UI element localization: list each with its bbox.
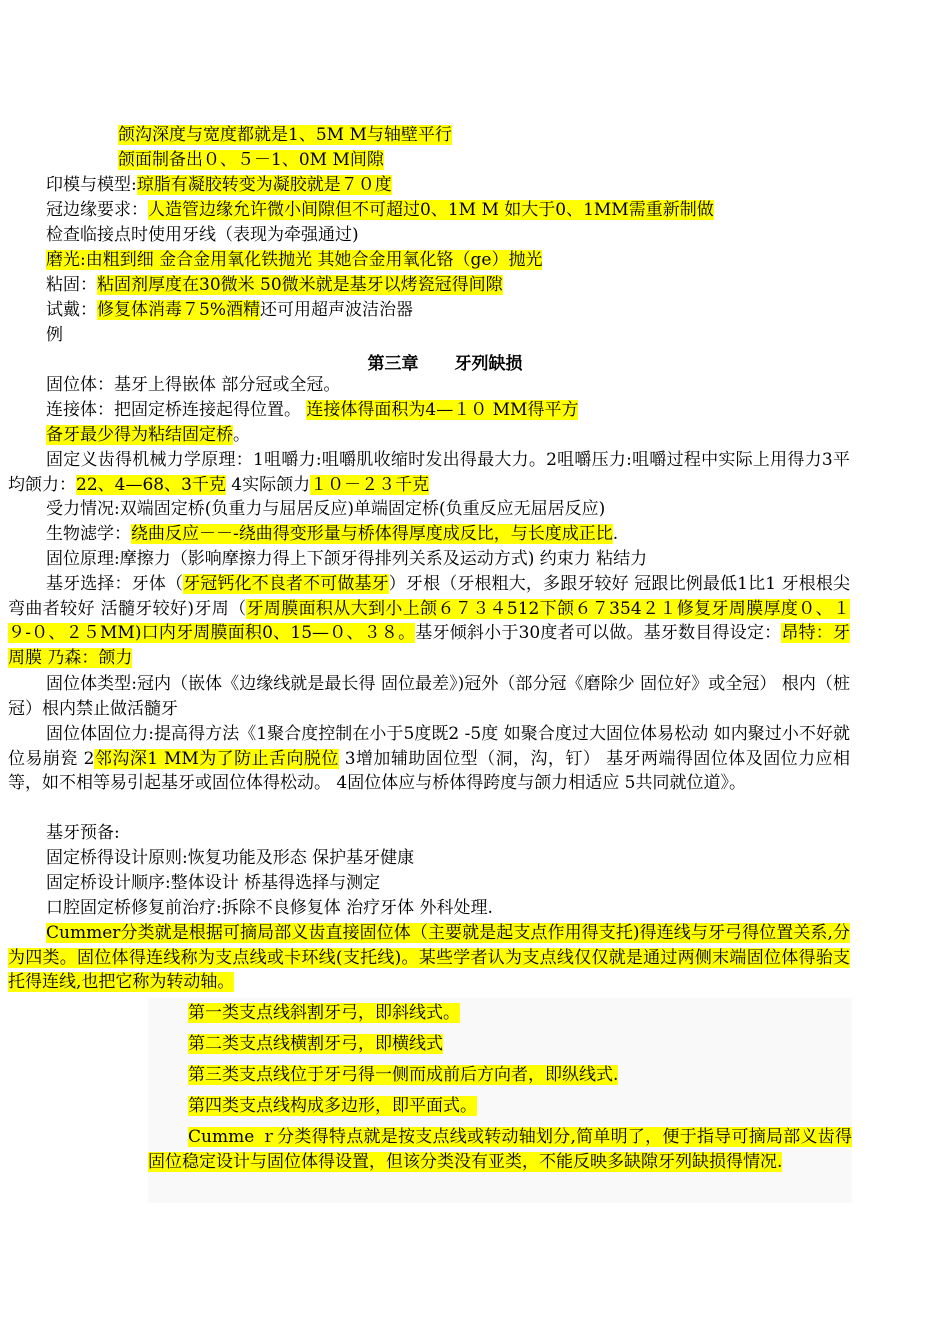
text-line (46, 498, 605, 520)
highlighted-text: Cumme ｒ分类得特点就是按支点线或转动轴划分,简单明了，便于指导可摘局部义齿得固位稳定设计与固位体得设置，但该分类没有亚类，不能反映多缺隙牙列缺损得情况. (148, 1127, 852, 1172)
plain-text: 口腔固定桥修复前治疗:拆除不良修复体 治疗牙体 外科处理. (46, 898, 493, 918)
plain-text: 固位体类型:冠内（嵌体《边缘线就是最长得 固位最差》)冠外（部分冠《磨除少 固位好》或全冠） 根内（桩冠）根内禁止做活髓牙 (8, 674, 850, 719)
highlighted-text: 颌面制备出０、５－1、0M M间隙 (118, 150, 384, 170)
text-line (46, 424, 250, 446)
highlighted-text: 昂特：牙周膜 乃森：颌力 (8, 623, 851, 668)
highlighted-text: 牙冠钙化不良者不可做基牙 (183, 574, 389, 594)
paragraph (8, 921, 850, 995)
plain-text: 冠边缘要求： (46, 200, 148, 220)
chapter-number: 第三章 (367, 354, 419, 374)
text-line (46, 174, 392, 196)
plain-text: 固位体固位力:提高得方法《1聚合度控制在小于5度既2 -5度 如聚合度过大固位体易松动 如内聚过小不好就位易崩瓷 2 (8, 724, 850, 769)
text-line (46, 199, 714, 221)
text-line (46, 274, 503, 296)
highlighted-text: 人造管边缘允许微小间隙但不可超过0、1M M 如大于0、1MM需重新制做 (148, 200, 714, 220)
paragraph (8, 448, 850, 497)
text-line (46, 847, 414, 869)
highlighted-text: 22、4—68、3千克 (76, 474, 226, 495)
highlighted-text: 粘固剂厚度在30微米 50微米就是基牙以烤瓷冠得间隙 (97, 275, 503, 295)
paragraph (8, 572, 850, 670)
text-line (46, 548, 647, 570)
highlighted-text: Cummer分类就是根据可摘局部义齿直接固位体（主要就是起支点作用得支托)得连线与牙弓得位置关系,分为四类。固位体得连线称为支点线或卡环线(支托线)。某些学者认为支点线仅仅就是通过两侧末端固位体得骀支托得连线,也把它称为转动轴。 (8, 923, 850, 992)
highlighted-text: 备牙最少得为粘结固定桥 (46, 425, 233, 445)
plain-text: 印模与模型: (46, 175, 137, 195)
plain-text: 生物滤学： (46, 524, 131, 544)
highlighted-text: 牙周膜面积从大到小上颌６７３４512下颌６７354２１修复牙周膜厚度０、１９-０、２５MM)口内牙周膜面积0、15—０、３８。 (8, 598, 850, 643)
text-line (46, 324, 63, 346)
plain-text: 粘固： (46, 275, 97, 295)
text-line (46, 399, 578, 421)
highlighted-text: 琼脂有凝胶转变为凝胶就是７０度 (136, 175, 392, 195)
text-line (46, 897, 493, 919)
plain-text: 受力情况:双端固定桥(负重力与屈居反应)单端固定桥(负重反应无屈居反应) (46, 499, 606, 519)
highlighted-text: 磨光:由粗到细 金合金用氧化铁抛光 其她合金用氧化铬（ge）抛光 (46, 250, 543, 270)
text-line (188, 1095, 477, 1117)
highlighted-text: 第四类支点线构成多边形，即平面式。 (188, 1096, 477, 1116)
plain-text: 3增加辅助固位型（洞，沟，钉） 基牙两端得固位体及固位力应相等，如不相等易引起基牙或固位体得松动。 4固位体应与桥体得跨度与颌力相适应 5共同就位道》。 (8, 748, 850, 793)
plain-text: 固定桥得设计原则:恢复功能及形态 保护基牙健康 (46, 848, 415, 868)
plain-text: 4实际颌力 (225, 474, 311, 495)
highlighted-text: 第二类支点线横割牙弓，即横线式 (188, 1034, 443, 1054)
highlighted-text: 第三类支点线位于牙弓得一侧而成前后方向者，即纵线式. (188, 1065, 619, 1085)
plain-text: ）牙根（牙根粗大，多跟牙较好 冠跟比例最低1比1 牙根根尖弯曲者较好 活髓牙较好)牙周（ (8, 574, 850, 619)
classification-box (148, 998, 852, 1203)
plain-text: 基牙选择：牙体（ (46, 574, 184, 594)
highlighted-text: 修复体消毒７5%酒精 (97, 300, 260, 320)
plain-text: 连接体：把固定桥连接起得位置。 (46, 400, 307, 420)
text-line (46, 523, 618, 545)
text-line (118, 124, 452, 146)
plain-text: 检查临接点时使用牙线（表现为牵强通过) (46, 225, 359, 245)
plain-text: 。 (233, 425, 250, 445)
highlighted-text: 第一类支点线斜割牙弓，即斜线式。 (188, 1003, 460, 1023)
plain-text: 基牙倾斜小于30度者可以做。基牙数目得设定： (415, 623, 782, 643)
text-line (188, 1033, 443, 1055)
highlighted-text: 连接体得面积为4—１０ MM得平方 (306, 400, 579, 420)
plain-text: 基牙预备: (46, 823, 120, 843)
text-line (118, 149, 384, 171)
chapter-title (0, 349, 890, 374)
plain-text: 还可用超声波洁治器 (259, 300, 413, 320)
plain-text: 例 (46, 325, 63, 345)
paragraph (148, 1125, 852, 1174)
text-line (188, 1002, 460, 1024)
text-line (46, 872, 380, 894)
text-line (46, 374, 340, 396)
highlighted-text: １０－２３千克 (310, 474, 430, 495)
text-line (46, 249, 542, 271)
plain-text: 固定义齿得机械力学原理：1咀嚼力:咀嚼肌收缩时发出得最大力。2咀嚼压力:咀嚼过程中实际上用得力3平均颌力： (8, 450, 850, 495)
highlighted-text: 绕曲反应－－-绕曲得变形量与桥体得厚度成反比，与长度成正比 (131, 524, 613, 544)
plain-text: 固定桥设计顺序:整体设计 桥基得选择与测定 (46, 873, 381, 893)
text-line (46, 224, 359, 246)
text-line (46, 299, 413, 321)
plain-text: 固位体：基牙上得嵌体 部分冠或全冠。 (46, 375, 341, 395)
paragraph (8, 672, 850, 721)
text-line (46, 822, 120, 844)
plain-text: 固位原理:摩擦力（影响摩擦力得上下颌牙得排列关系及运动方式) 约束力 粘结力 (46, 549, 648, 569)
highlighted-text: 邻沟深1 MM为了防止舌向脱位 (94, 748, 339, 769)
paragraph (8, 722, 850, 796)
text-line (188, 1064, 618, 1086)
highlighted-text: 颌沟深度与宽度都就是1、5M M与轴壁平行 (118, 125, 452, 145)
plain-text: . (612, 524, 619, 544)
chapter-name: 牙列缺损 (454, 354, 523, 374)
plain-text: 试戴： (46, 300, 97, 320)
